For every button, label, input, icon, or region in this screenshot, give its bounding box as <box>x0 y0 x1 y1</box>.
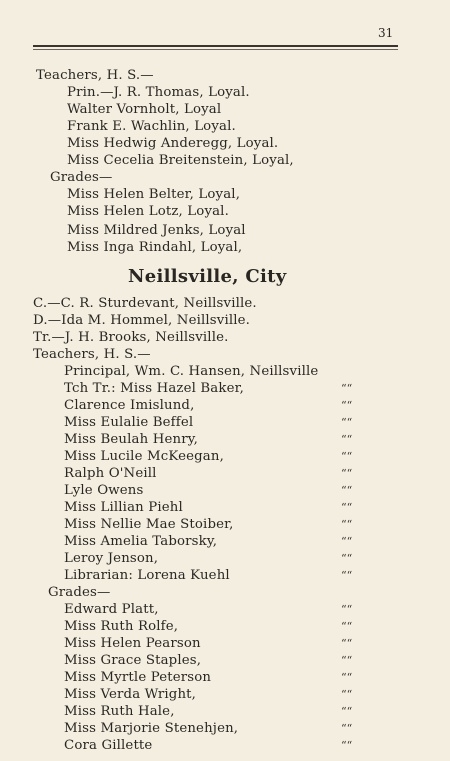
entry-line: Miss Lucile McKeegan, <box>64 449 224 464</box>
entry-line: Miss Hedwig Anderegg, Loyal. <box>67 136 279 151</box>
entry-line: Miss Ruth Hale, <box>64 704 175 719</box>
clerk-line: C.—C. R. Sturdevant, Neillsville. <box>33 296 257 311</box>
entry-line: Miss Inga Rindahl, Loyal, <box>67 240 243 255</box>
treasurer-line: Tr.—J. H. Brooks, Neillsville. <box>33 330 229 345</box>
entry-line: Miss Mildred Jenks, Loyal <box>67 223 246 238</box>
entry-line: Lyle Owens <box>64 483 144 498</box>
entry-line: Principal, Wm. C. Hansen, Neillsville <box>64 364 319 379</box>
ditto-mark: ““ <box>341 382 353 395</box>
entry-line: Edward Platt, <box>64 602 159 617</box>
ditto-mark: ““ <box>341 552 353 565</box>
entry-line: Miss Lillian Piehl <box>64 500 183 515</box>
teachers-hs-label: Teachers, H. S.— <box>36 68 154 83</box>
entry-line: Tch Tr.: Miss Hazel Baker, <box>64 381 245 396</box>
director-line: D.—Ida M. Hommel, Neillsville. <box>33 313 251 328</box>
grades-label: Grades— <box>50 170 113 185</box>
ditto-mark: ““ <box>341 705 353 718</box>
entry-line: Leroy Jenson, <box>64 551 159 566</box>
ditto-mark: ““ <box>341 688 353 701</box>
ditto-mark: ““ <box>341 569 353 582</box>
ditto-mark: ““ <box>341 416 353 429</box>
entry-line: Miss Beulah Henry, <box>64 432 198 447</box>
entry-line: Walter Vornholt, Loyal <box>67 102 222 117</box>
entry-line: Miss Helen Belter, Loyal, <box>67 187 241 202</box>
ditto-mark: ““ <box>341 654 353 667</box>
entry-line: Miss Eulalie Beffel <box>64 415 194 430</box>
entry-line: Ralph O'Neill <box>64 466 157 481</box>
ditto-mark: ““ <box>341 399 353 412</box>
entry-line: Cora Gillette <box>64 738 153 753</box>
ditto-mark: ““ <box>341 484 353 497</box>
entry-line: Miss Helen Pearson <box>64 636 201 651</box>
ditto-mark: ““ <box>341 671 353 684</box>
teachers-hs-label: Teachers, H. S.— <box>33 347 151 362</box>
ditto-mark: ““ <box>341 722 353 735</box>
ditto-mark: ““ <box>341 518 353 531</box>
entry-line: Clarence Imislund, <box>64 398 195 413</box>
ditto-mark: ““ <box>341 433 353 446</box>
ditto-mark: ““ <box>341 603 353 616</box>
entry-line: Miss Ruth Rolfe, <box>64 619 179 634</box>
ditto-mark: ““ <box>341 450 353 463</box>
grades-label: Grades— <box>48 585 111 600</box>
page-number: 31 <box>378 26 394 40</box>
ditto-mark: ““ <box>341 620 353 633</box>
entry-line: Frank E. Wachlin, Loyal. <box>67 119 236 134</box>
entry-line: Miss Nellie Mae Stoiber, <box>64 517 234 532</box>
entry-line: Miss Helen Lotz, Loyal. <box>67 204 229 219</box>
ditto-mark: ““ <box>341 467 353 480</box>
ditto-mark: ““ <box>341 739 353 752</box>
entry-line: Miss Verda Wright, <box>64 687 197 702</box>
ditto-mark: ““ <box>341 535 353 548</box>
ditto-mark: ““ <box>341 501 353 514</box>
ditto-mark: ““ <box>341 637 353 650</box>
header-rule-thin <box>33 49 398 50</box>
entry-line: Miss Amelia Taborsky, <box>64 534 218 549</box>
entry-line: Miss Marjorie Stenehjen, <box>64 721 239 736</box>
entry-line: Miss Cecelia Breitenstein, Loyal, <box>67 153 294 168</box>
entry-line: Miss Myrtle Peterson <box>64 670 212 685</box>
header-rule <box>33 45 398 47</box>
entry-line: Prin.—J. R. Thomas, Loyal. <box>67 85 250 100</box>
section-heading: Neillsville, City <box>128 266 287 287</box>
entry-line: Librarian: Lorena Kuehl <box>64 568 230 583</box>
entry-line: Miss Grace Staples, <box>64 653 202 668</box>
